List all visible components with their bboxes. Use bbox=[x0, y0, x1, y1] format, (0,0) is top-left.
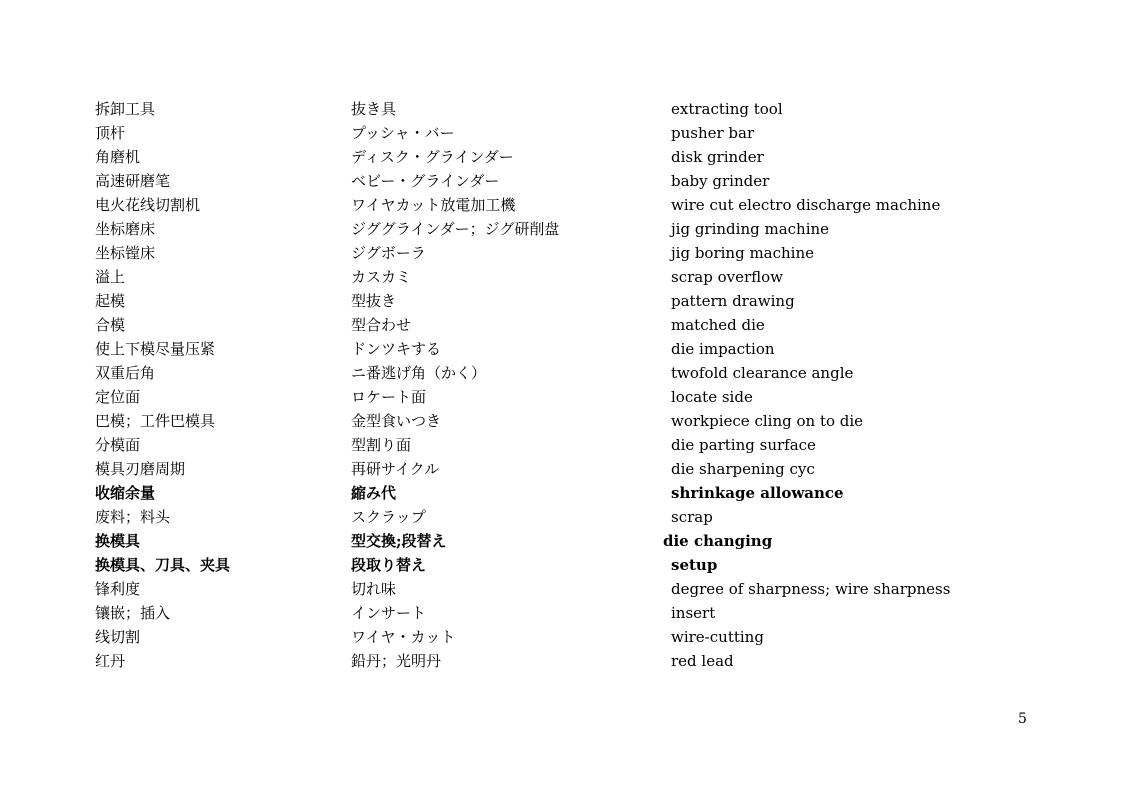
glossary-row bbox=[0, 97, 1123, 121]
english-term: red lead bbox=[671, 652, 734, 670]
english-term: matched die bbox=[671, 316, 765, 334]
chinese-term: 拆卸工具 bbox=[95, 100, 156, 118]
glossary-row bbox=[0, 361, 1123, 385]
japanese-term: ジググラインダー；ジグ研削盘 bbox=[351, 220, 560, 238]
glossary-row bbox=[0, 553, 1123, 577]
japanese-term: ワイヤ・カット bbox=[351, 628, 456, 646]
english-term: die impaction bbox=[671, 340, 775, 358]
glossary-row bbox=[0, 385, 1123, 409]
english-term: disk grinder bbox=[671, 148, 764, 166]
chinese-term: 废料；料头 bbox=[95, 508, 171, 526]
japanese-term: ベビー・グラインダー bbox=[351, 172, 500, 190]
japanese-term: ロケート面 bbox=[351, 388, 427, 406]
glossary-row bbox=[0, 577, 1123, 601]
glossary-row bbox=[0, 529, 1123, 553]
glossary-row bbox=[0, 481, 1123, 505]
glossary-row bbox=[0, 313, 1123, 337]
japanese-term: ニ番逃げ角（かく） bbox=[351, 364, 487, 382]
japanese-term: 金型食いつき bbox=[351, 412, 442, 430]
english-term: twofold clearance angle bbox=[671, 364, 854, 382]
chinese-term: 使上下模尽量压紧 bbox=[95, 340, 216, 358]
chinese-term: 合模 bbox=[95, 316, 126, 334]
chinese-term: 分模面 bbox=[95, 436, 141, 454]
japanese-term: ワイヤカット放電加工機 bbox=[351, 196, 516, 214]
glossary-row bbox=[0, 241, 1123, 265]
chinese-term: 收缩余量 bbox=[95, 484, 156, 502]
english-term: pattern drawing bbox=[671, 292, 795, 310]
japanese-term: 型合わせ bbox=[351, 316, 412, 334]
english-term: locate side bbox=[671, 388, 753, 406]
glossary-row bbox=[0, 505, 1123, 529]
glossary-row bbox=[0, 409, 1123, 433]
chinese-term: 线切割 bbox=[95, 628, 141, 646]
glossary-row bbox=[0, 289, 1123, 313]
japanese-term: スクラップ bbox=[351, 508, 426, 526]
english-term: jig boring machine bbox=[671, 244, 815, 262]
glossary-row bbox=[0, 457, 1123, 481]
english-term: wire-cutting bbox=[671, 628, 764, 646]
glossary-row bbox=[0, 625, 1123, 649]
english-term: wire cut electro discharge machine bbox=[671, 196, 941, 214]
japanese-term: プッシャ・バー bbox=[351, 124, 455, 142]
english-term: die changing bbox=[663, 532, 773, 550]
glossary-table bbox=[0, 97, 1123, 673]
english-term: jig grinding machine bbox=[671, 220, 830, 238]
glossary-row bbox=[0, 145, 1123, 169]
glossary-row bbox=[0, 265, 1123, 289]
english-term: pusher bar bbox=[671, 124, 755, 142]
chinese-term: 角磨机 bbox=[95, 148, 141, 166]
chinese-term: 锋利度 bbox=[95, 580, 141, 598]
english-term: baby grinder bbox=[671, 172, 770, 190]
chinese-term: 电火花线切割机 bbox=[95, 196, 201, 214]
japanese-term: 型交換;段替え bbox=[351, 532, 447, 550]
english-term: scrap bbox=[671, 508, 713, 526]
chinese-term: 坐标磨床 bbox=[95, 220, 156, 238]
glossary-row bbox=[0, 193, 1123, 217]
chinese-term: 起模 bbox=[95, 292, 126, 310]
japanese-term: 型抜き bbox=[351, 292, 397, 310]
japanese-term: 鉛丹；光明丹 bbox=[351, 652, 442, 670]
chinese-term: 双重后角 bbox=[95, 364, 156, 382]
chinese-term: 定位面 bbox=[95, 388, 141, 406]
glossary-row bbox=[0, 217, 1123, 241]
japanese-term: インサート bbox=[351, 604, 427, 622]
japanese-term: ジグボーラ bbox=[351, 244, 426, 262]
glossary-row bbox=[0, 121, 1123, 145]
chinese-term: 换模具、刀具、夹具 bbox=[95, 556, 231, 574]
japanese-term: カスカミ bbox=[351, 268, 412, 286]
chinese-term: 红丹 bbox=[95, 652, 126, 670]
english-term: scrap overflow bbox=[671, 268, 784, 286]
page-number: 5 bbox=[1018, 711, 1027, 727]
japanese-term: ドンツキする bbox=[351, 340, 442, 358]
chinese-term: 巴模；工件巴模具 bbox=[95, 412, 216, 430]
chinese-term: 模具刃磨周期 bbox=[95, 460, 186, 478]
chinese-term: 坐标镗床 bbox=[95, 244, 156, 262]
english-term: workpiece cling on to die bbox=[671, 412, 864, 430]
english-term: degree of sharpness; wire sharpness bbox=[671, 580, 951, 598]
glossary-row bbox=[0, 169, 1123, 193]
chinese-term: 镶嵌；插入 bbox=[95, 604, 171, 622]
japanese-term: 抜き具 bbox=[351, 100, 397, 118]
english-term: shrinkage allowance bbox=[671, 484, 844, 502]
glossary-row bbox=[0, 433, 1123, 457]
english-term: setup bbox=[671, 556, 718, 574]
japanese-term: 再研サイクル bbox=[351, 460, 440, 478]
glossary-row bbox=[0, 601, 1123, 625]
chinese-term: 溢上 bbox=[95, 268, 126, 286]
english-term: insert bbox=[671, 604, 716, 622]
glossary-row bbox=[0, 649, 1123, 673]
english-term: die parting surface bbox=[671, 436, 816, 454]
english-term: die sharpening cyc bbox=[671, 460, 815, 478]
japanese-term: 型割り面 bbox=[351, 436, 412, 454]
english-term: extracting tool bbox=[671, 100, 783, 118]
chinese-term: 高速研磨笔 bbox=[95, 172, 171, 190]
chinese-term: 顶杆 bbox=[95, 124, 126, 142]
japanese-term: 段取り替え bbox=[351, 556, 427, 574]
japanese-term: 切れ味 bbox=[351, 580, 397, 598]
chinese-term: 换模具 bbox=[95, 532, 141, 550]
glossary-row bbox=[0, 337, 1123, 361]
japanese-term: ディスク・グラインダー bbox=[351, 148, 514, 166]
japanese-term: 縮み代 bbox=[351, 484, 397, 502]
